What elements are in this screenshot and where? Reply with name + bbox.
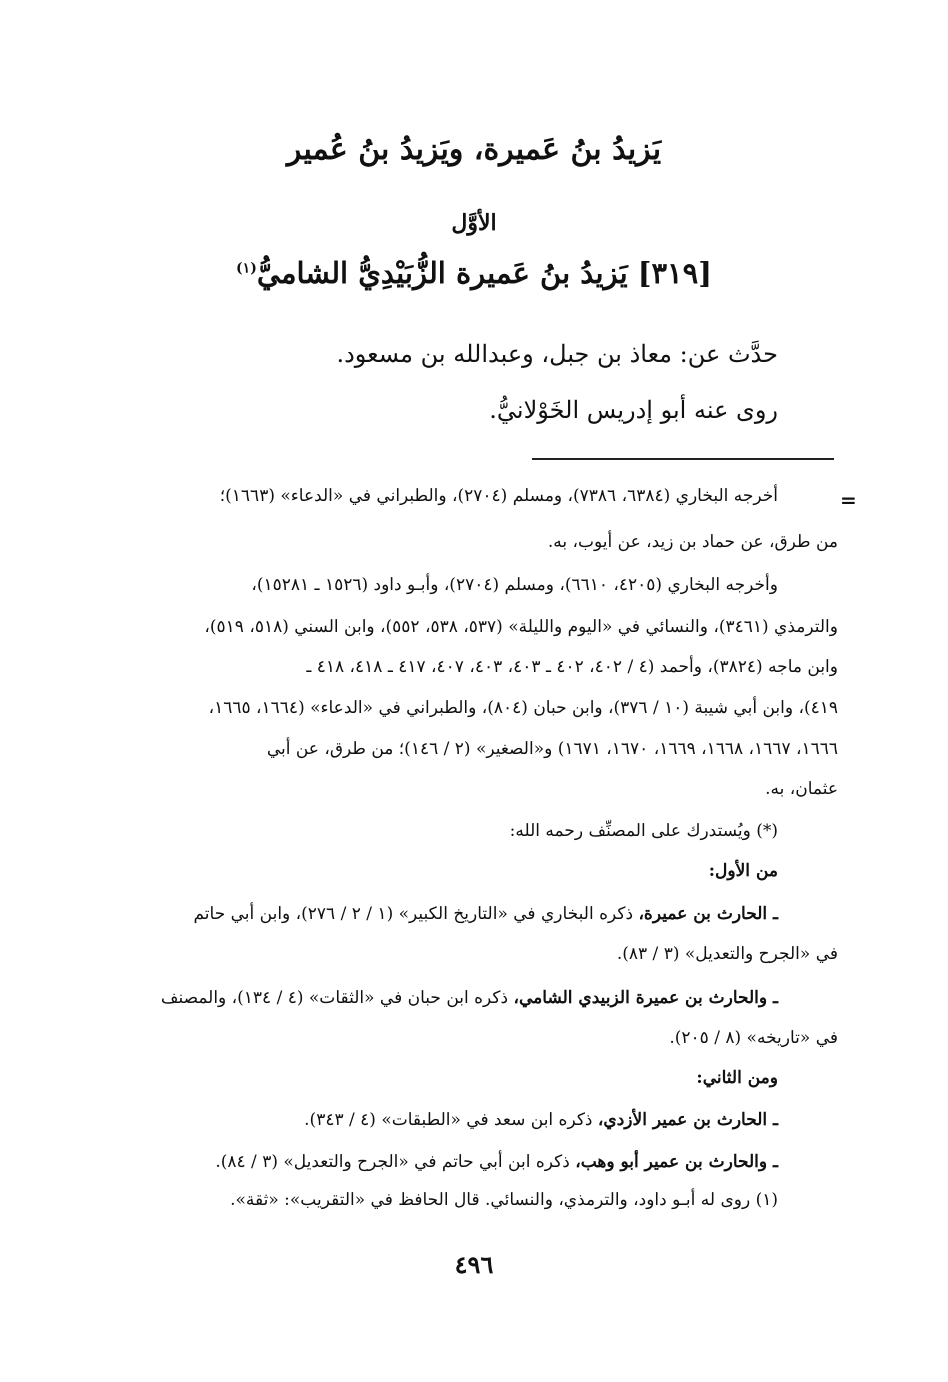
footnote-line: وابن ماجه (٣٨٢٤)، وأحمد (٤ / ٤٠٢، ٤٠٢ ـ ٤٠٣، ٤٠٣، ٤٠٧، ٤١٧ ـ ٤١٨، ٤١٨ ـ <box>306 657 838 677</box>
page-number: ٤٩٦ <box>454 1250 494 1279</box>
narrator-name: ـ والحارث بن عمير أبو وهب، <box>575 1152 778 1172</box>
footnote-line: ٤١٩)، وابن أبي شيبة (١٠ / ٣٧٦)، وابن حبان (٨٠٤)، والطبراني في «الدعاء» (١٦٦٤، ١٦٦٥، <box>208 698 838 718</box>
footnote-line: في «تاريخه» (٨ / ٢٠٥). <box>669 1028 838 1048</box>
body-line-narrated-by: روى عنه أبو إدريس الخَوْلانيُّ. <box>489 396 778 424</box>
footnote-line <box>215 1152 778 1172</box>
body-line-narrated-from: حدَّث عن: معاذ بن جبل، وعبدالله بن مسعود. <box>336 340 778 368</box>
section-subtitle: الأوَّل <box>451 210 497 236</box>
page-title: يَزيدُ بنُ عَميرة، ويَزيدُ بنُ عُمير <box>286 132 662 167</box>
footnote-line: والترمذي (٣٤٦١)، والنسائي في «اليوم والليلة» (٥٣٧، ٥٣٨، ٥٥٢)، وابن السني (٥١٨، ٥١٩)، <box>204 617 838 637</box>
footnote-line <box>193 904 778 924</box>
footnote-text: ذكره ابن أبي حاتم في «الجرح والتعديل» (٣ / ٨٤). <box>215 1152 570 1172</box>
continuation-mark: = <box>840 488 857 512</box>
footnote-text: ذكره ابن سعد في «الطبقات» (٤ / ٣٤٣). <box>304 1110 593 1130</box>
entry-heading <box>0 256 948 290</box>
footnote-subheading: ومن الثاني: <box>696 1068 778 1088</box>
footnote-line: (١) روى له أبـو داود، والترمذي، والنسائي. قال الحافظ في «التقريب»: «ثقة». <box>230 1190 778 1210</box>
footnote-line: أخرجه البخاري (٦٣٨٤، ٧٣٨٦)، ومسلم (٢٧٠٤)، والطبراني في «الدعاء» (١٦٦٣)؛ <box>219 486 778 506</box>
footnote-subheading: من الأول: <box>708 861 778 881</box>
footnote-line: في «الجرح والتعديل» (٣ / ٨٣). <box>616 944 838 964</box>
footnote-line <box>304 1110 778 1130</box>
footnote-line: وأخرجه البخاري (٤٢٠٥، ٦٦١٠)، ومسلم (٢٧٠٤)، وأبـو داود (١٥٢٦ ـ ١٥٢٨١)، <box>251 575 778 595</box>
footnote-reference: (١) <box>236 260 257 277</box>
footnote-line: من طرق، عن حماد بن زيد، عن أيوب، به. <box>547 532 838 552</box>
narrator-name: ـ الحارث بن عمير الأزدي، <box>597 1110 778 1130</box>
footnote-line <box>161 988 778 1008</box>
footnote-text: ذكره البخاري في «التاريخ الكبير» (١ / ٢ / ٢٧٦)، وابن أبي حاتم <box>193 904 634 924</box>
footnote-line: (*) ويُستدرك على المصنِّف رحمه الله: <box>509 821 778 841</box>
narrator-name: ـ الحارث بن عميرة، <box>638 904 778 924</box>
footnote-divider <box>532 458 834 460</box>
narrator-name: ـ والحارث بن عميرة الزبيدي الشامي، <box>513 988 778 1008</box>
footnote-line: عثمان، به. <box>765 779 838 799</box>
footnote-line: ١٦٦٦، ١٦٦٧، ١٦٦٨، ١٦٦٩، ١٦٧٠، ١٦٧١) و«الصغير» (٢ / ١٤٦)؛ من طرق، عن أبي <box>266 739 838 759</box>
entry-heading-text: [٣١٩] يَزيدُ بنُ عَميرة الزُّبَيْدِيُّ الشاميُّ <box>256 256 712 290</box>
footnote-text: ذكره ابن حبان في «الثقات» (٤ / ١٣٤)، والمصنف <box>160 988 509 1008</box>
